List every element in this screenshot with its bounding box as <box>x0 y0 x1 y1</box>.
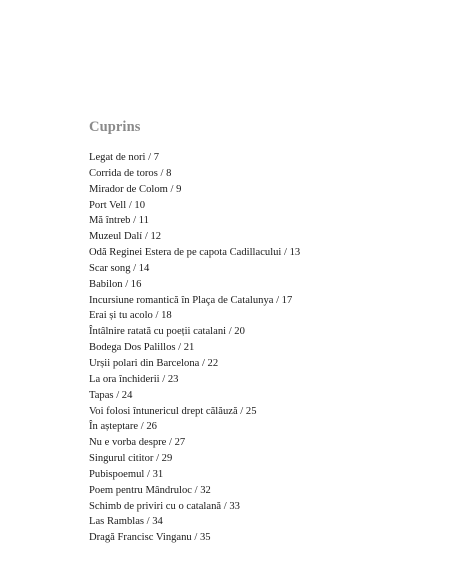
table-of-contents-list <box>89 150 300 546</box>
toc-entry: Las Ramblas / 34 <box>89 516 163 528</box>
toc-entry: Nu e vorba despre / 27 <box>89 437 186 449</box>
toc-entry: Babilon / 16 <box>89 278 142 290</box>
toc-entry: Erai și tu acolo / 18 <box>89 310 172 322</box>
toc-entry: Urșii polari din Barcelona / 22 <box>89 357 219 369</box>
toc-entry: Mă întreb / 11 <box>89 215 149 227</box>
toc-entry: Singurul cititor / 29 <box>89 453 173 465</box>
toc-entry: Legat de nori / 7 <box>89 152 160 163</box>
toc-entry: Port Vell / 10 <box>89 199 146 211</box>
toc-entry: Poem pentru Mândruloc / 32 <box>89 484 211 496</box>
table-of-contents-heading: Cuprins <box>89 119 141 135</box>
toc-entry: Incursiune romantică în Plaça de Catalunya / 17 <box>89 294 293 306</box>
toc-entry: Scar song / 14 <box>89 262 150 274</box>
toc-entry: Mirador de Colom / 9 <box>89 183 182 195</box>
toc-entry: Pubispoemul / 31 <box>89 468 164 480</box>
toc-entry: Tapas / 24 <box>89 389 133 401</box>
toc-entry: Voi folosi întunericul drept călăuză / 25 <box>89 405 257 417</box>
toc-entry: La ora închiderii / 23 <box>89 373 179 385</box>
toc-entry: Schimb de priviri cu o catalană / 33 <box>89 500 240 512</box>
toc-entry: Odă Reginei Estera de pe capota Cadillacului / 13 <box>89 247 301 259</box>
toc-entry: În așteptare / 26 <box>89 421 157 433</box>
toc-entry: Muzeul Dalí / 12 <box>89 231 162 243</box>
toc-entry: Întâlnire ratată cu poeții catalani / 20 <box>89 326 245 338</box>
toc-entry: Dragă Francisc Vinganu / 35 <box>89 532 211 544</box>
toc-entry: Bodega Dos Palillos / 21 <box>89 342 195 354</box>
toc-entry: Corrida de toros / 8 <box>89 167 172 179</box>
